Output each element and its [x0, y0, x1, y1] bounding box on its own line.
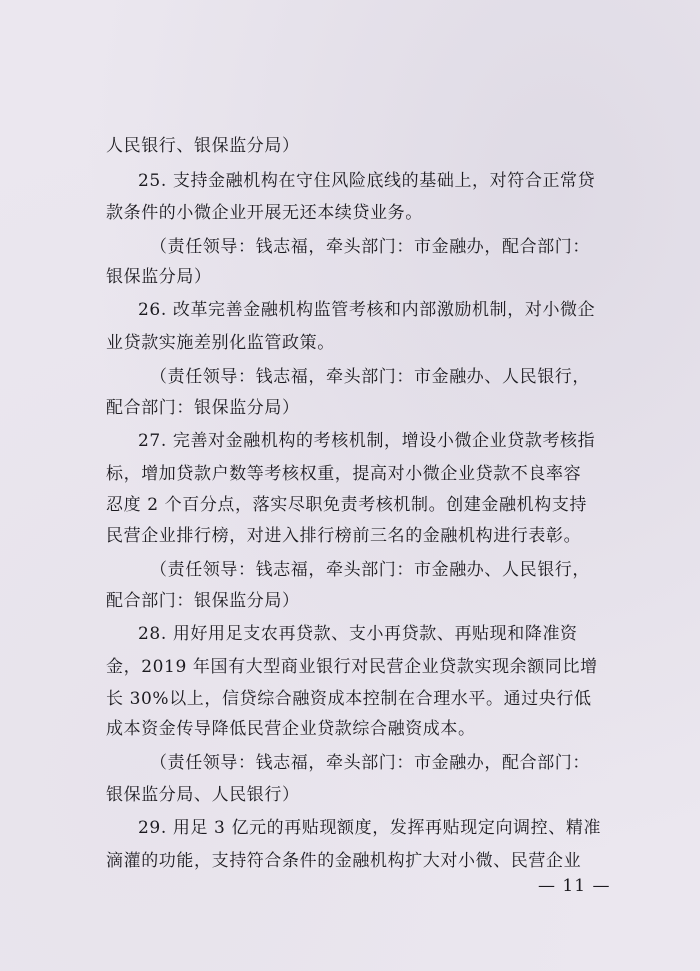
responsibility-note: （责任领导：钱志福，牵头部门：市金融办、人民银行，: [150, 367, 590, 387]
paragraph-25-line-1: 25. 支持金融机构在守住风险底线的基础上，对符合正常贷: [138, 171, 596, 191]
paragraph-29-line-2: 滴灌的功能，支持符合条件的金融机构扩大对小微、民营企业: [106, 851, 582, 871]
paragraph-27-line-1: 27. 完善对金融机构的考核机制，增设小微企业贷款考核指: [138, 431, 596, 451]
paragraph-26-line-1: 26. 改革完善金融机构监管考核和内部激励机制，对小微企: [138, 300, 596, 320]
paragraph-27-line-3: 忍度 2 个百分点，落实尽职免责考核机制。创建金融机构支持: [106, 495, 588, 515]
responsibility-note: （责任领导：钱志福，牵头部门：市金融办，配合部门：: [150, 237, 590, 257]
paragraph-28-line-1: 28. 用好用足支农再贷款、支小再贷款、再贴现和降准资: [138, 624, 578, 644]
page-number: — 11 —: [538, 876, 611, 896]
paragraph-28-line-4: 成本资金传导降低民营企业贷款综合融资成本。: [106, 719, 476, 739]
paragraph-29-line-1: 29. 用足 3 亿元的再贴现额度，发挥再贴现定向调控、精准: [138, 818, 602, 838]
responsibility-note: （责任领导：钱志福，牵头部门：市金融办、人民银行，: [150, 560, 590, 580]
responsibility-note-cont: 配合部门：银保监分局）: [106, 591, 300, 611]
paragraph-26-line-2: 业贷款实施差别化监管政策。: [106, 333, 335, 353]
paragraph-28-line-3: 长 30%以上，信贷综合融资成本控制在合理水平。通过央行低: [106, 689, 592, 709]
responsibility-note-cont: 银保监分局、人民银行）: [106, 785, 300, 805]
paragraph-28-line-2: 金，2019 年国有大型商业银行对民营企业贷款实现余额同比增: [106, 657, 598, 677]
responsibility-note-cont: 配合部门：银保监分局）: [106, 398, 300, 418]
paragraph-27-line-2: 标，增加贷款户数等考核权重，提高对小微企业贷款不良率容: [106, 464, 582, 484]
responsibility-note-cont: 银保监分局）: [106, 267, 212, 287]
paragraph-27-line-4: 民营企业排行榜，对进入排行榜前三名的金融机构进行表彰。: [106, 526, 582, 546]
responsibility-note: （责任领导：钱志福，牵头部门：市金融办，配合部门：: [150, 753, 590, 773]
text-line: 人民银行、银保监分局）: [106, 136, 300, 156]
paragraph-25-line-2: 款条件的小微企业开展无还本续贷业务。: [106, 203, 423, 223]
